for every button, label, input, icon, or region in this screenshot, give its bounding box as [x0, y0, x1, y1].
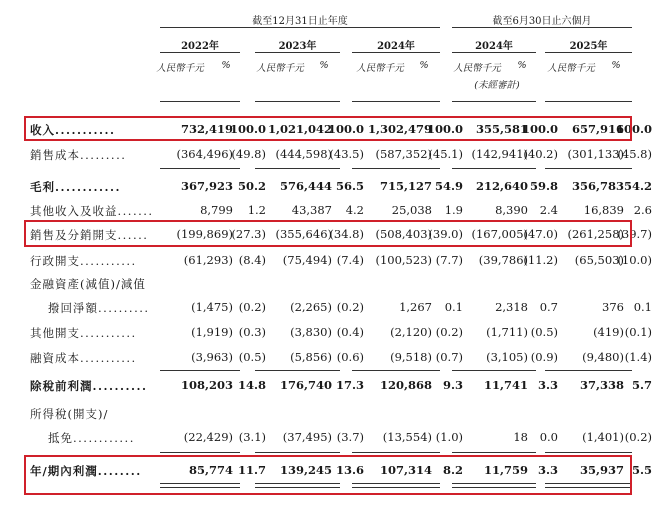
table-row-cost-of-sales	[0, 145, 660, 165]
cell-amount: (142,941)	[471, 147, 528, 161]
subtotal-rule	[545, 370, 632, 371]
header-year-rule	[255, 52, 340, 53]
cell-pct: (39.0)	[428, 227, 463, 241]
cell-amount: (1,401)	[582, 430, 624, 444]
unit-amount: 人民幣千元	[256, 63, 304, 74]
cell-amount: (22,429)	[183, 430, 233, 444]
leader-dots: ..........	[92, 379, 148, 393]
cell-amount: 85,774	[188, 463, 233, 477]
unit-pct: %	[517, 60, 527, 71]
cell-amount: 43,387	[291, 203, 332, 217]
leader-dots: ...........	[80, 351, 137, 365]
cell-amount: (39,786)	[478, 253, 528, 267]
cell-pct: 14.8	[237, 378, 266, 392]
leader-dots: ...........	[80, 254, 137, 268]
cell-amount: 212,640	[475, 179, 528, 193]
highlight-box-revenue	[24, 116, 632, 141]
cell-pct: (45.1)	[428, 147, 463, 161]
row-label: 銷售及分銷開支	[30, 228, 118, 242]
cell-amount: (508,403)	[375, 227, 432, 241]
cell-pct: 2.4	[539, 203, 558, 217]
table-row-admin-expenses	[0, 251, 660, 271]
row-label: 融資成本	[30, 351, 80, 365]
cell-amount: 176,740	[279, 378, 332, 392]
cell-amount: (301,133)	[567, 147, 624, 161]
cell-amount: (3,963)	[191, 350, 233, 364]
cell-amount: (587,352)	[375, 147, 432, 161]
cell-amount: 355,581	[475, 122, 528, 136]
subtotal-rule	[452, 370, 536, 371]
cell-amount: (444,598)	[275, 147, 332, 161]
cell-amount: 1,267	[399, 300, 432, 314]
table-row-impairment-reversal	[0, 298, 660, 318]
header-year-rule	[452, 52, 536, 53]
cell-amount: 16,839	[583, 203, 624, 217]
cell-pct: (3.7)	[336, 430, 364, 444]
subtotal-rule	[255, 452, 340, 453]
leader-dots: ............	[73, 431, 135, 445]
cell-pct: 5.7	[631, 378, 652, 392]
cell-amount: (13,554)	[382, 430, 432, 444]
cell-pct: (0.2)	[435, 325, 463, 339]
cell-pct: (49.8)	[231, 147, 266, 161]
row-label: 撥回淨額	[48, 301, 98, 315]
table-row-income-tax-heading	[0, 404, 660, 424]
cell-pct: 3.3	[537, 378, 558, 392]
table-row-profit-before-tax	[0, 376, 660, 396]
header-year-rule	[160, 52, 240, 53]
cell-amount: 657,916	[571, 122, 624, 136]
subtotal-rule	[452, 452, 536, 453]
cell-pct: 17.3	[335, 378, 364, 392]
cell-pct: (7.4)	[336, 253, 364, 267]
subtotal-rule	[160, 370, 240, 371]
table-row-other-expenses	[0, 323, 660, 343]
leader-dots: ...........	[55, 123, 116, 137]
cell-pct: (0.1)	[624, 325, 652, 339]
cell-pct: (0.9)	[530, 350, 558, 364]
header-year-rule	[352, 52, 440, 53]
cell-pct: (0.2)	[238, 300, 266, 314]
cell-pct: (3.1)	[238, 430, 266, 444]
row-label: 抵免	[48, 431, 73, 445]
cell-amount: (9,480)	[582, 350, 624, 364]
cell-amount: (167,005)	[471, 227, 528, 241]
cell-amount: 107,314	[379, 463, 432, 477]
leader-dots: ..........	[98, 301, 150, 315]
row-label: 金融資產(減值)/減值	[30, 277, 146, 291]
table-row-income-tax-credit	[0, 428, 660, 448]
header-group-annual: 截至12月31日止年度	[252, 16, 348, 27]
cell-amount: (3,830)	[290, 325, 332, 339]
cell-pct: (0.5)	[238, 350, 266, 364]
cell-pct: (47.0)	[523, 227, 558, 241]
table-row-finance-costs	[0, 348, 660, 368]
cell-pct: 100.0	[426, 122, 463, 136]
cell-pct: (45.8)	[617, 147, 652, 161]
cell-pct: 100.0	[327, 122, 364, 136]
cell-pct: 59.8	[529, 179, 558, 193]
unit-pct: %	[611, 60, 621, 71]
unit-amount: 人民幣千元	[453, 63, 501, 74]
cell-pct: (0.6)	[336, 350, 364, 364]
cell-amount: (65,503)	[574, 253, 624, 267]
subtotal-rule	[160, 452, 240, 453]
cell-pct: (1.4)	[624, 350, 652, 364]
subtotal-rule	[452, 168, 536, 169]
cell-amount: (261,258)	[567, 227, 624, 241]
cell-pct: 5.5	[631, 463, 652, 477]
cell-amount: 120,868	[379, 378, 432, 392]
cell-amount: (37,495)	[282, 430, 332, 444]
cell-amount: 25,038	[391, 203, 432, 217]
subtotal-rule	[352, 168, 440, 169]
row-label: 其他開支	[30, 326, 80, 340]
cell-pct: 54.9	[434, 179, 463, 193]
col-rule	[352, 101, 440, 102]
cell-amount: 11,759	[483, 463, 528, 477]
cell-pct: 0.1	[633, 300, 652, 314]
subtotal-rule	[545, 168, 632, 169]
cell-amount: 356,783	[571, 179, 624, 193]
cell-pct: 56.5	[335, 179, 364, 193]
cell-pct: 11.7	[237, 463, 266, 477]
table-row-other-income	[0, 201, 660, 221]
cell-amount: (2,120)	[390, 325, 432, 339]
cell-pct: (0.7)	[435, 350, 463, 364]
unit-amount: 人民幣千元	[156, 63, 204, 74]
cell-pct: 54.2	[623, 179, 652, 193]
cell-pct: 1.2	[247, 203, 266, 217]
subtotal-rule	[255, 370, 340, 371]
unit-pct: %	[319, 60, 329, 71]
cell-amount: 37,338	[579, 378, 624, 392]
cell-pct: 1.9	[444, 203, 463, 217]
leader-dots: ............	[55, 180, 122, 194]
cell-amount: 1,021,042	[267, 122, 332, 136]
header-year-2025-interim: 2025年	[569, 41, 608, 52]
header-group-interim-rule	[452, 27, 632, 28]
highlight-box-selling-expenses	[24, 220, 632, 247]
header-year-2024: 2024年	[377, 41, 415, 52]
leader-dots: .......	[117, 204, 154, 218]
cell-pct: (0.2)	[624, 430, 652, 444]
cell-pct: 3.3	[537, 463, 558, 477]
subtotal-rule	[352, 370, 440, 371]
cell-amount: (3,105)	[486, 350, 528, 364]
highlight-box-profit	[24, 455, 632, 495]
row-label: 行政開支	[30, 254, 80, 268]
leader-dots: ......	[117, 228, 149, 242]
cell-amount: (75,494)	[282, 253, 332, 267]
cell-amount: 2,318	[495, 300, 528, 314]
cell-pct: (27.3)	[231, 227, 266, 241]
header-year-2022: 2022年	[181, 41, 219, 52]
cell-pct: (43.5)	[329, 147, 364, 161]
header-year-2023: 2023年	[278, 41, 317, 52]
cell-amount: (5,856)	[290, 350, 332, 364]
cell-pct: 50.2	[237, 179, 266, 193]
row-label: 銷售成本	[30, 148, 80, 162]
cell-pct: (7.7)	[435, 253, 463, 267]
cell-pct: (40.2)	[523, 147, 558, 161]
cell-amount: 1,302,479	[367, 122, 432, 136]
leader-dots: ...........	[80, 326, 137, 340]
cell-amount: 8,799	[200, 203, 233, 217]
cell-amount: (355,646)	[275, 227, 332, 241]
cell-amount: 35,937	[579, 463, 624, 477]
cell-amount: (9,518)	[390, 350, 432, 364]
col-rule	[255, 101, 340, 102]
row-label: 毛利	[30, 180, 55, 194]
cell-amount: 8,390	[495, 203, 528, 217]
header-year-2024-interim: 2024年	[475, 41, 513, 52]
cell-amount: (419)	[593, 325, 624, 339]
cell-pct: 0.0	[539, 430, 558, 444]
header-group-annual-rule	[160, 27, 440, 28]
header-year-rule	[545, 52, 632, 53]
cell-pct: 2.6	[633, 203, 652, 217]
subtotal-rule	[255, 168, 340, 169]
unit-pct: %	[221, 60, 231, 71]
cell-amount: 732,419	[180, 122, 233, 136]
row-label: 收入	[30, 123, 55, 137]
leader-dots: .........	[80, 148, 127, 162]
unit-pct: %	[419, 60, 429, 71]
unit-amount: 人民幣千元	[547, 63, 595, 74]
leader-dots: ........	[97, 464, 142, 478]
cell-pct: 100.0	[521, 122, 558, 136]
cell-pct: 0.7	[539, 300, 558, 314]
cell-pct: 8.2	[442, 463, 463, 477]
row-label: 年/期內利潤	[30, 464, 98, 478]
header-group-interim: 截至6月30日止六個月	[492, 16, 592, 27]
cell-pct: (1.0)	[435, 430, 463, 444]
cell-pct: 13.6	[335, 463, 364, 477]
col-rule	[160, 101, 240, 102]
cell-amount: 367,923	[180, 179, 233, 193]
cell-pct: 0.1	[444, 300, 463, 314]
col-rule	[452, 101, 536, 102]
cell-amount: (100,523)	[375, 253, 432, 267]
cell-amount: (1,919)	[191, 325, 233, 339]
cell-amount: 376	[602, 300, 624, 314]
unaudited-note: (未經審計)	[474, 80, 520, 91]
cell-amount: (1,475)	[191, 300, 233, 314]
table-row-gross-profit	[0, 177, 660, 197]
cell-pct: (8.4)	[238, 253, 266, 267]
cell-amount: (61,293)	[183, 253, 233, 267]
cell-amount: 18	[513, 430, 528, 444]
cell-amount: 108,203	[180, 378, 233, 392]
cell-amount: 715,127	[379, 179, 432, 193]
col-rule	[545, 101, 632, 102]
cell-pct: (0.5)	[530, 325, 558, 339]
cell-pct: (39.7)	[617, 227, 652, 241]
row-label: 其他收入及收益	[30, 204, 118, 218]
cell-pct: (0.4)	[336, 325, 364, 339]
row-label: 除稅前利潤	[30, 379, 93, 393]
table-row-impairment-heading	[0, 274, 660, 294]
cell-amount: (199,869)	[176, 227, 233, 241]
cell-amount: (2,265)	[290, 300, 332, 314]
subtotal-rule	[352, 452, 440, 453]
cell-amount: 139,245	[279, 463, 332, 477]
subtotal-rule	[545, 452, 632, 453]
cell-pct: 9.3	[442, 378, 463, 392]
unit-amount: 人民幣千元	[356, 63, 404, 74]
subtotal-rule	[160, 168, 240, 169]
cell-pct: 4.2	[345, 203, 364, 217]
cell-amount: (1,711)	[486, 325, 528, 339]
cell-pct: 100.0	[615, 122, 652, 136]
cell-pct: (34.8)	[329, 227, 364, 241]
cell-pct: (11.2)	[523, 253, 558, 267]
cell-pct: (0.3)	[238, 325, 266, 339]
cell-pct: 100.0	[229, 122, 266, 136]
cell-pct: (10.0)	[617, 253, 652, 267]
cell-amount: (364,496)	[176, 147, 233, 161]
cell-amount: 11,741	[483, 378, 528, 392]
cell-pct: (0.2)	[336, 300, 364, 314]
cell-amount: 576,444	[279, 179, 332, 193]
row-label: 所得稅(開支)/	[30, 407, 109, 421]
